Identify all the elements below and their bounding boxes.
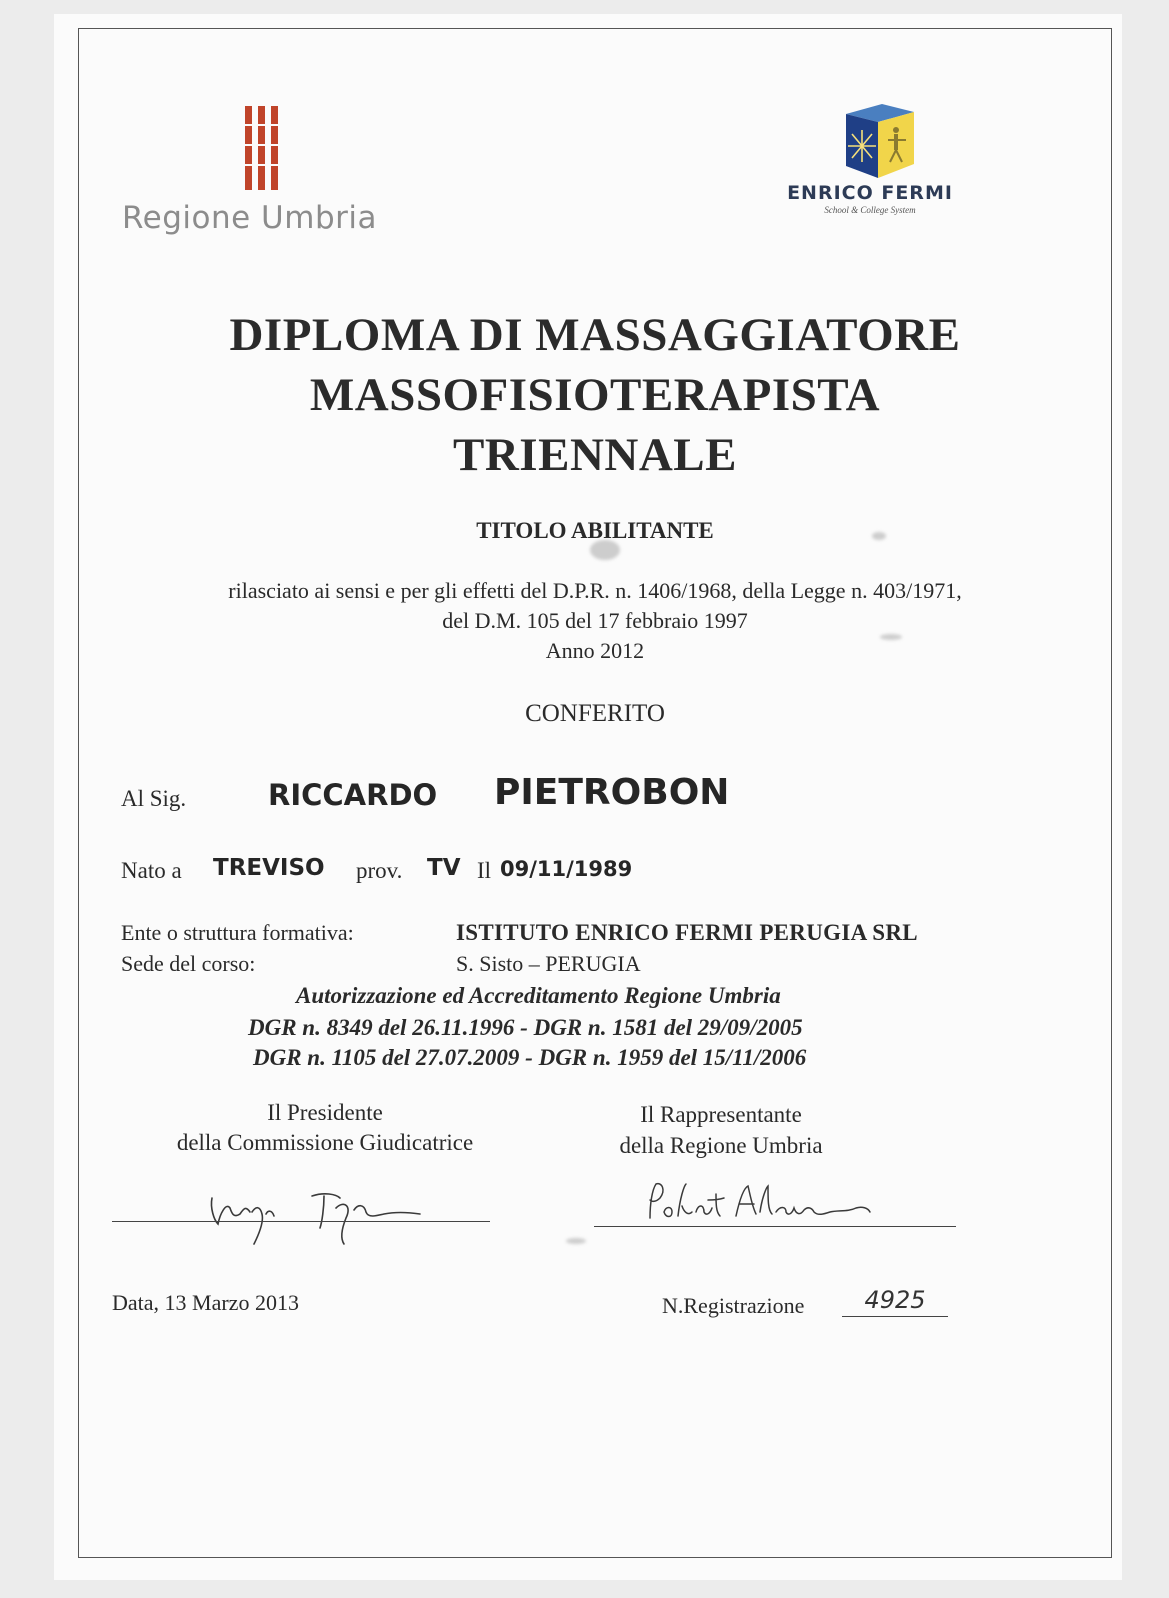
representative-caption-line-1: Il Rappresentante xyxy=(640,1102,802,1127)
accreditation-heading: Autorizzazione ed Accreditamento Regione Umbria xyxy=(296,983,781,1008)
scan-smudge xyxy=(566,1238,586,1244)
institution-name: ISTITUTO ENRICO FERMI PERUGIA SRL xyxy=(456,920,918,945)
enrico-fermi-tagline: School & College System xyxy=(824,205,916,215)
legal-reference-line-2: del D.M. 105 del 17 febbraio 1997 xyxy=(442,608,748,633)
birthplace-label: Nato a xyxy=(121,858,182,883)
accreditation-dgr-line-1: DGR n. 8349 del 26.11.1996 - DGR n. 1581 del 29/09/2005 xyxy=(248,1015,803,1040)
diploma-title-line-1: DIPLOMA DI MASSAGGIATORE xyxy=(229,309,961,361)
registration-number: 4925 xyxy=(842,1286,948,1317)
registration-label: N.Registrazione xyxy=(662,1293,805,1318)
representative-signature xyxy=(640,1178,890,1228)
course-seat-label: Sede del corso: xyxy=(121,951,256,976)
diploma-title-line-3: TRIENNALE xyxy=(453,429,737,481)
legal-reference-line-1: rilasciato ai sensi e per gli effetti del D.P.R. n. 1406/1968, della Legge n. 403/1971, xyxy=(228,578,962,603)
accreditation-dgr-line-2: DGR n. 1105 del 27.07.2009 - DGR n. 1959 del 15/11/2006 xyxy=(253,1045,807,1070)
regione-umbria-logo xyxy=(243,106,281,190)
president-caption-line-2: della Commissione Giudicatrice xyxy=(176,1130,474,1155)
president-signature-line xyxy=(112,1221,490,1222)
birthdate-label: Il xyxy=(477,858,492,883)
representative-caption-line-2: della Regione Umbria xyxy=(619,1133,823,1158)
diploma-title-line-2: MASSOFISIOTERAPISTA xyxy=(309,369,881,421)
representative-signature-line xyxy=(594,1226,956,1227)
institution-label: Ente o struttura formativa: xyxy=(121,920,354,945)
province-label: prov. xyxy=(356,858,403,883)
province-code: TV xyxy=(427,855,461,881)
enrico-fermi-wordmark: ENRICO FERMI xyxy=(787,182,953,204)
scan-smudge xyxy=(880,634,902,640)
recipient-last-name: PIETROBON xyxy=(494,772,730,813)
regione-umbria-wordmark: Regione Umbria xyxy=(122,200,377,236)
recipient-first-name: RICCARDO xyxy=(268,778,438,812)
academic-year: Anno 2012 xyxy=(545,638,645,663)
president-signature xyxy=(200,1178,440,1248)
scan-smudge xyxy=(590,540,620,560)
qualification-subtitle: TITOLO ABILITANTE xyxy=(476,518,714,543)
scan-smudge xyxy=(872,532,886,540)
birthplace-city: TREVISO xyxy=(213,855,325,881)
birthdate-value: 09/11/1989 xyxy=(500,857,633,881)
conferred-label: CONFERITO xyxy=(525,700,665,727)
president-caption-line-1: Il Presidente xyxy=(267,1100,383,1125)
issue-date: Data, 13 Marzo 2013 xyxy=(112,1290,299,1315)
course-seat-value: S. Sisto – PERUGIA xyxy=(456,951,641,976)
recipient-label: Al Sig. xyxy=(121,786,187,811)
enrico-fermi-cube-logo xyxy=(838,100,918,180)
